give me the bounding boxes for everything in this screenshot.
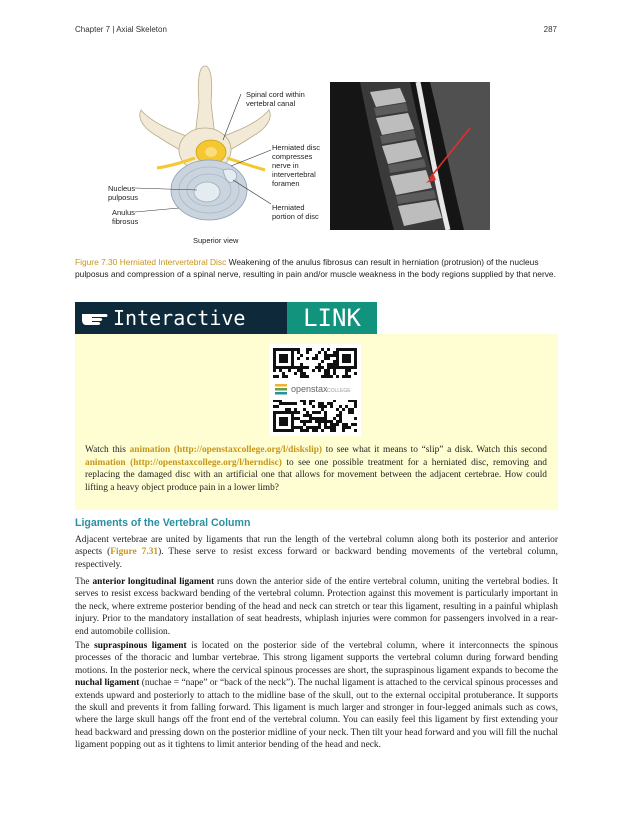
- svg-text:COLLEGE: COLLEGE: [327, 388, 351, 394]
- figure-7-31-link[interactable]: Figure 7.31: [110, 547, 159, 558]
- label-superior-view: Superior view: [193, 236, 239, 245]
- label-spinal-cord: Spinal cord within vertebral canal: [246, 90, 305, 108]
- vertebra-illustration: [135, 62, 275, 232]
- banner-word: Interactive: [113, 306, 246, 330]
- figure-caption: [75, 256, 558, 280]
- caption-text: Weakening of the anulus fibrosus can result in herniation (protrusion) of the nucleus pulposus and compression of a spinal nerve, resulting in pain and/or muscle weakness in the body regions supplied by that nerve.: [75, 257, 556, 279]
- label-herniated-portion: Herniated portion of disc: [272, 203, 319, 221]
- label-nucleus-pulposus: Nucleus pulposus: [108, 184, 139, 202]
- term-anterior-longitudinal-ligament: anterior longitudinal ligament: [92, 577, 215, 587]
- interactive-link-banner: [75, 302, 377, 334]
- figure-7-30: [0, 0, 630, 250]
- section-title: Ligaments of the Vertebral Column: [75, 517, 251, 529]
- label-herniated-disc: Herniated disc compresses nerve in intervertebral foramen: [272, 143, 320, 188]
- label-anulus-fibrosus: Anulus fibrosus: [112, 208, 139, 226]
- caption-title: Figure 7.30 Herniated Intervertebral Disc: [75, 257, 227, 267]
- pointing-hand-icon: [75, 302, 113, 334]
- animation-link-diskslip[interactable]: animation (http://openstaxcollege.org/l/diskslip): [129, 445, 323, 455]
- chapter-header: Chapter 7 | Axial Skeleton: [75, 25, 167, 34]
- animation-link-herndisc[interactable]: animation (http://openstaxcollege.org/l/herndisc): [85, 457, 282, 468]
- term-nuchal-ligament: nuchal ligament: [75, 678, 140, 689]
- paragraph-2: The anterior longitudinal ligament runs down the anterior side of the entire vertebral column, uniting the vertebral bodies. It serves to resist excess backward bending of the vertebral column. Protection against this movement is particularly important in the neck, where extreme posterior bending of the head and neck can stretch or tear this ligament, resulting in a painful whiplash injury. Prior to the mandatory installation of seat headrests, whiplash injuries were common for passengers involved in a rear-end automobile collision.: [75, 577, 558, 637]
- paragraph-1: Adjacent vertebrae are united by ligaments that run the length of the vertebral column along both its posterior and anterior aspects (Figure 7.31). These serve to resist excess forward or backward bending movements of the vertebral column, respectively.: [75, 535, 558, 570]
- paragraph-3: The supraspinous ligament is located on the posterior side of the vertebral column, where it interconnects the spinous processes of the thoracic and lumbar vertebrae. This strong ligament supports the vertebral column during forward bending motions. In the posterior neck, where the cervical spinous processes are short, the supraspinous ligament expands to become the nuchal ligament (nuchae = “nape” or “back of the neck”). The nuchal ligament is attached to the cervical spinous processes and extends upward and posteriorly to attach to the midline base of the skull, out to the external occipital protuberance. It supports the skull and prevents it from falling forward. This ligament is much larger and stronger in four-legged animals such as cows, where the large skull hangs off the front end of the vertebral column. You can easily feel this ligament by first extending your head backward and pressing down on the posterior midline of your neck. Then tilt your head forward and you will fill the nuchal ligament popping out as it tightens to limit anterior bending of the head and neck.: [75, 641, 559, 751]
- banner-link-word: LINK: [287, 302, 377, 334]
- qr-code[interactable]: [269, 344, 361, 436]
- term-supraspinous-ligament: supraspinous ligament: [94, 641, 187, 651]
- page-number: 287: [543, 25, 557, 34]
- interactive-link-box: [75, 334, 558, 510]
- mri-scan-image: [330, 82, 490, 230]
- interactive-link-text: Watch this animation (http://openstaxcollege.org/l/diskslip) to see what it means to “slip” a disk. Watch this second animation (http://openstaxcollege.org/l/herndisc) to see one possible treatment for a herniated disc, removing and replacing the damaged disc with an artificial one that allows for movement between the adjacent certebrae. How could lifting a heavy object produce pain in a lower limb?: [85, 445, 547, 493]
- svg-text:openstax: openstax: [291, 384, 328, 394]
